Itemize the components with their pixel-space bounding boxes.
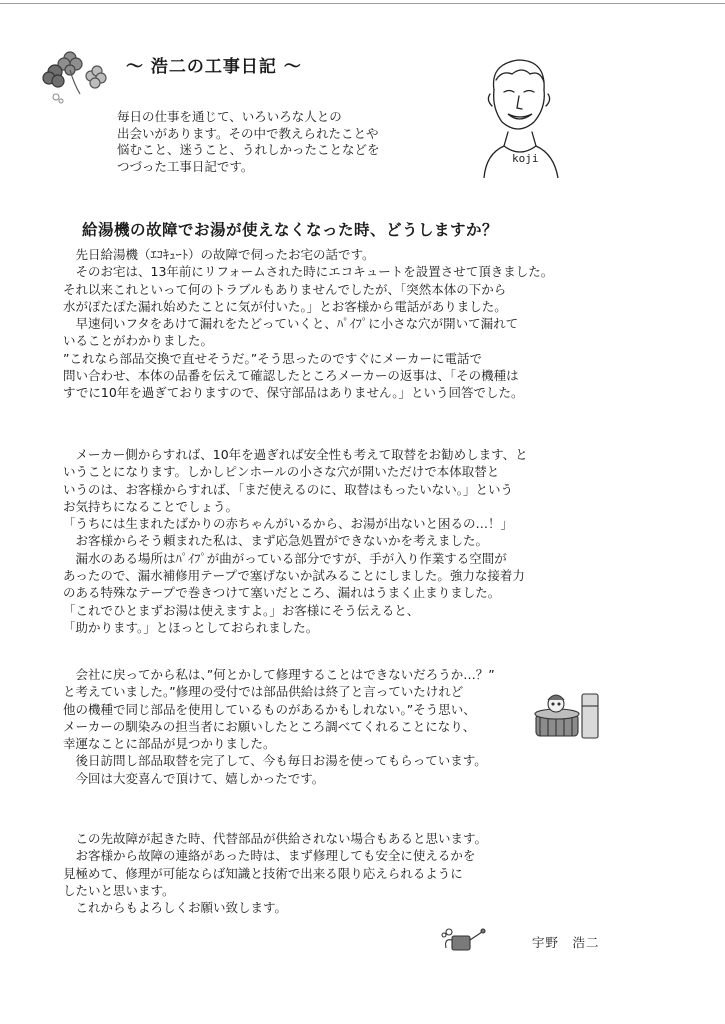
page-title: ～ 浩二の工事日記 ～ bbox=[126, 57, 302, 77]
text-line: いることがわかりました。 bbox=[63, 333, 214, 349]
text-line: 「うちには生まれたばかりの赤ちゃんがいるから、お湯が出ないと困るの…！」 bbox=[63, 516, 514, 532]
text-line: いうことになります。しかしピンホールの小さな穴が開いただけで本体取替と bbox=[63, 464, 500, 480]
text-line: 今回は大変喜んで頂けて、嬉しかったです。 bbox=[63, 770, 325, 786]
text-line: 他の機種で同じ部品を使用しているものがあるかもしれない。”そう思い、 bbox=[63, 701, 476, 717]
intro-text bbox=[117, 109, 462, 175]
text-line: 幸運なことに部品が見つかりました。 bbox=[63, 736, 276, 752]
text-line: メーカー側からすれば、10年を過ぎれば安全性も考えて取替をお勧めします、と bbox=[63, 447, 528, 462]
text-line: お気持ちになることでしょう。 bbox=[63, 498, 239, 514]
text-line: 「これでひとまずお湯は使えますよ。」お客様にそう伝えると、 bbox=[63, 602, 420, 618]
text-line: メーカーの馴染みの担当者にお願いしたところ調べてくれることになり、 bbox=[63, 718, 476, 734]
paragraph bbox=[63, 246, 623, 402]
text-line: したいと思います。 bbox=[63, 882, 175, 898]
text-line: これからもよろしくお願い致します。 bbox=[63, 900, 288, 916]
article-headline: 給湯機の故障でお湯が使えなくなった時、どうしますか？ bbox=[82, 221, 499, 239]
text-line: と考えていました。”修理の受付では部品供給は終了と言っていたけれど bbox=[63, 684, 464, 700]
top-border bbox=[0, 3, 725, 4]
paragraph bbox=[63, 830, 623, 916]
intro-line: 出会いがあります。その中で教えられたことや bbox=[117, 125, 379, 141]
text-line: 問い合わせ、本体の品番を伝えて確認したところメーカーの返事は、「その機種は bbox=[63, 368, 519, 384]
text-line: 後日訪問し部品取替を完了して、今も毎日お湯を使ってもらっています。 bbox=[63, 753, 487, 769]
text-line: のある特殊なテープで巻きつけて塞いだところ、漏れはうまく止まりました。 bbox=[63, 585, 501, 601]
intro-line: 悩むこと、迷うこと、うれしかったことなどを bbox=[117, 142, 380, 157]
text-line: あったので、漏水補修用テープで塞げないか試みることにしました。強力な接着力 bbox=[63, 568, 525, 584]
hot-spring-tub-illustration bbox=[532, 686, 604, 742]
text-line: いうのは、お客様からすれば、「まだ使えるのに、取替はもったいない。」という bbox=[63, 481, 514, 497]
text-line: それ以来これといって何のトラブルもありませんでしたが、「突然本体の下から bbox=[63, 281, 507, 297]
text-line: 「助かります。」とほっとしておられました。 bbox=[63, 619, 319, 635]
text-line: この先故障が起きた時、代替部品が供給されない場合もあると思います。 bbox=[63, 831, 488, 846]
text-line: 漏水のある場所はﾊﾟｲﾌﾟが曲がっている部分ですが、手が入り作業する空間が bbox=[63, 550, 507, 566]
text-line: お客様から故障の連絡があった時は、まず修理しても安全に使えるかを bbox=[63, 848, 476, 864]
paragraph bbox=[63, 446, 623, 636]
clover-icon bbox=[42, 40, 116, 106]
portrait-label: koji bbox=[512, 152, 539, 165]
intro-line: つづった工事日記です。 bbox=[117, 158, 254, 174]
watering-can-icon bbox=[440, 926, 486, 952]
text-line: そのお宅は、13年前にリフォームされた時にエコキュートを設置させて頂きました。 bbox=[63, 264, 554, 280]
text-line: 水がぽたぽた漏れ始めたことに気が付いた。」とお客様から電話がありました。 bbox=[63, 298, 507, 314]
text-line: 会社に戻ってから私は、”何とかして修理することはできないだろうか…？” bbox=[63, 667, 495, 682]
portrait-sketch bbox=[472, 50, 568, 178]
text-line: 見極めて、修理が可能ならば知識と技術で出来る限り応えられるように bbox=[63, 865, 463, 881]
text-line: お客様からそう頼まれた私は、まず応急処置ができないかを考えました。 bbox=[63, 533, 489, 549]
text-line: すでに10年を過ぎておりますので、保守部品はありません。」という回答でした。 bbox=[63, 385, 524, 401]
text-line: 先日給湯機（ｴｺｷｭｰﾄ）の故障で伺ったお宅の話です。 bbox=[63, 247, 375, 262]
author-signature: 宇野 浩二 bbox=[532, 935, 600, 950]
text-line: 早速伺いフタをあけて漏れをたどっていくと、ﾊﾟｲﾌﾟに小さな穴が開いて漏れて bbox=[63, 316, 519, 332]
intro-line: 毎日の仕事を通じて、いろいろな人との bbox=[117, 109, 342, 124]
text-line: ”これなら部品交換で直せそうだ。”そう思ったのですぐにメーカーに電話で bbox=[63, 350, 482, 366]
